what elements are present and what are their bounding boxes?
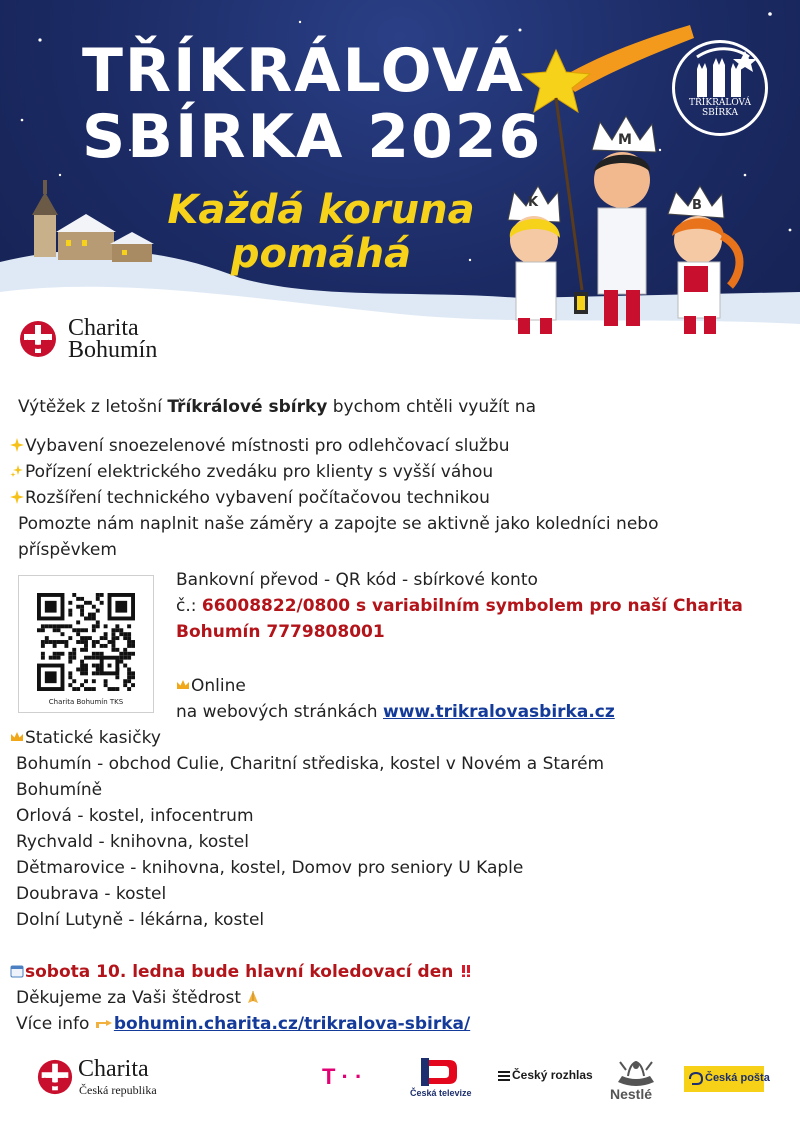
online-title-text: Online xyxy=(191,676,246,696)
intro-before: Výtěžek z letošní xyxy=(18,397,168,417)
sparkles-icon xyxy=(10,464,24,478)
qr-code-icon[interactable] xyxy=(37,593,135,691)
qr-label: Charita Bohumín TKS xyxy=(48,698,124,706)
charita-cr-name: Charita xyxy=(78,1056,149,1082)
badge-line-1: TŘÍKRÁLOVÁ xyxy=(689,98,751,108)
appeal-line-2: příspěvkem xyxy=(18,540,117,560)
title-line-1: TŘÍKRÁLOVÁ xyxy=(82,36,525,106)
sparkle-icon xyxy=(10,490,24,504)
slogan-line-1: Každá koruna xyxy=(167,187,475,233)
posta-text: Česká pošta xyxy=(705,1072,770,1084)
campaign-banner xyxy=(0,0,800,368)
village-illustration xyxy=(32,180,154,262)
static-box-line: Doubrava - kostel xyxy=(16,884,167,904)
goal-item-1 xyxy=(10,434,510,459)
more-info xyxy=(16,1012,470,1037)
static-box-line: Bohumín - obchod Culie, Charitní střediska, kostel v Novém a Starém xyxy=(16,754,605,774)
bank-account-line-1 xyxy=(176,594,743,619)
charita-cross-icon xyxy=(18,319,58,359)
more-info-link[interactable]: bohumin.charita.cz/trikralova-sbirka/ xyxy=(113,1014,471,1034)
ct-icon xyxy=(419,1058,459,1086)
intro-after: bychom chtěli využít na xyxy=(327,397,536,417)
online-text-label: na webových stránkách xyxy=(176,702,383,722)
intro-bold: Tříkrálové sbírky xyxy=(167,397,328,417)
telekom-text: T · · xyxy=(322,1064,363,1089)
tks-badge-text xyxy=(672,98,768,118)
static-box-line: Rychvald - knihovna, kostel xyxy=(16,832,249,852)
charita-bohumin-name xyxy=(68,317,157,361)
campaign-slogan xyxy=(146,188,496,276)
intro-text xyxy=(18,395,536,420)
ceska-posta-logo xyxy=(684,1066,770,1092)
badge-line-2: SBÍRKA xyxy=(702,108,738,118)
charita-cross-icon xyxy=(36,1058,74,1096)
sparkle-icon xyxy=(10,438,24,452)
crown-icon xyxy=(10,730,24,744)
static-boxes-title-text: Statické kasičky xyxy=(25,728,161,748)
calendar-icon xyxy=(10,964,24,978)
org-line-2: Bohumín xyxy=(68,337,158,363)
rozhlas-icon xyxy=(498,1070,510,1082)
static-boxes-title xyxy=(10,726,161,751)
static-box-line: Orlová - kostel, infocentrum xyxy=(16,806,254,826)
org-line-1: Charita xyxy=(68,315,139,341)
title-line-2: SBÍRKA 2026 xyxy=(82,102,543,172)
appeal-line-1: Pomozte nám naplnit naše záměry a zapojte se aktivně jako koledníci nebo xyxy=(18,514,659,534)
goal-text: Pořízení elektrického zvedáku pro klienty s vyšší váhou xyxy=(25,462,494,482)
online-link[interactable]: www.trikralovasbirka.cz xyxy=(383,702,615,722)
thanks-label: Děkujeme za Vaši štědrost xyxy=(16,988,242,1008)
goal-item-3 xyxy=(10,486,490,511)
nest-birds-icon xyxy=(614,1056,658,1088)
folded-hands-icon xyxy=(246,990,260,1004)
charita-bohumin-logo xyxy=(0,306,188,368)
online-title xyxy=(176,674,246,699)
static-box-line: Bohumíně xyxy=(16,780,103,800)
charita-cr-sub: Česká republika xyxy=(79,1083,157,1097)
online-text xyxy=(176,700,615,725)
goal-item-2 xyxy=(10,460,493,485)
slogan-line-2: pomáhá xyxy=(230,231,412,277)
rozhlas-text: Český rozhlas xyxy=(512,1068,593,1082)
campaign-title xyxy=(82,38,542,170)
three-crowns-icon xyxy=(675,43,765,133)
main-day-notice xyxy=(10,960,474,985)
bank-transfer-title: Bankovní převod - QR kód - sbírkové konto xyxy=(176,570,538,590)
tks-logo-badge xyxy=(672,40,768,136)
nestle-text: Nestlé xyxy=(610,1086,653,1102)
crown-letter-b: B xyxy=(692,198,702,213)
charita-cr-logo xyxy=(36,1056,157,1100)
static-box-line: Dětmarovice - knihovna, kostel, Domov pro seniory U Kaple xyxy=(16,858,524,878)
bank-account-line-2: Bohumín 7779808001 xyxy=(176,622,385,642)
account-number: 66008822/0800 s variabilním symbolem pro naší Charita xyxy=(201,596,743,616)
pointing-hand-icon xyxy=(95,1016,113,1030)
thanks-text xyxy=(16,986,261,1011)
main-day-text: sobota 10. ledna bude hlavní koledovací den xyxy=(25,962,454,982)
posthorn-icon xyxy=(689,1072,703,1086)
crown-letter-k: K xyxy=(528,195,539,210)
double-exclamation-icon xyxy=(459,964,473,978)
more-info-label: Více info xyxy=(16,1014,95,1034)
crown-letter-m: M xyxy=(618,132,632,148)
static-box-line: Dolní Lutyně - lékárna, kostel xyxy=(16,910,265,930)
goal-text: Vybavení snoezelenové místnosti pro odlehčovací službu xyxy=(25,436,510,456)
crown-icon xyxy=(176,678,190,692)
qr-code-box[interactable] xyxy=(18,575,154,713)
account-prefix: č.: xyxy=(176,596,202,616)
ct-text: Česká televize xyxy=(410,1088,472,1098)
goal-text: Rozšíření technického vybavení počítačovou technikou xyxy=(25,488,490,508)
